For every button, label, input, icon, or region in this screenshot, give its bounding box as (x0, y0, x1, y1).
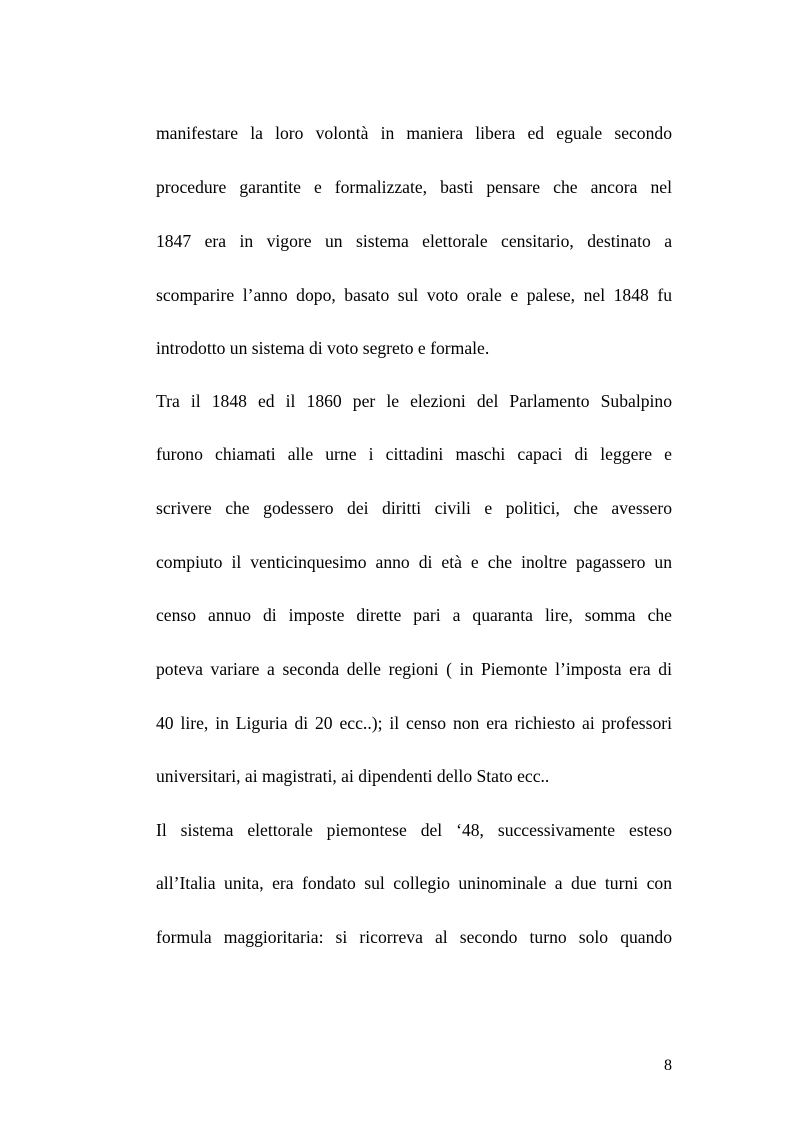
text-line: Il sistema elettorale piemontese del ‘48, successivamente esteso (156, 820, 672, 840)
text-line: all’Italia unita, era fondato sul collegio uninominale a due turni con (156, 873, 672, 893)
text-line: scrivere che godessero dei diritti civili e politici, che avessero (156, 498, 672, 518)
text-line: formula maggioritaria: si ricorreva al secondo turno solo quando (156, 927, 672, 947)
text-line: censo annuo di imposte dirette pari a quaranta lire, somma che (156, 605, 672, 625)
text-line: procedure garantite e formalizzate, basti pensare che ancora nel (156, 177, 672, 197)
text-line: furono chiamati alle urne i cittadini maschi capaci di leggere e (156, 444, 672, 464)
page-number: 8 (664, 1057, 672, 1074)
text-line: universitari, ai magistrati, ai dipendenti dello Stato ecc.. (156, 766, 550, 786)
text-line: introdotto un sistema di voto segreto e formale. (156, 338, 490, 358)
text-line: scomparire l’anno dopo, basato sul voto orale e palese, nel 1848 fu (156, 285, 672, 305)
text-line: 1847 era in vigore un sistema elettorale censitario, destinato a (156, 231, 672, 251)
text-line: Tra il 1848 ed il 1860 per le elezioni del Parlamento Subalpino (156, 391, 672, 411)
text-line: poteva variare a seconda delle regioni ( in Piemonte l’imposta era di (156, 659, 672, 679)
text-line: manifestare la loro volontà in maniera libera ed eguale secondo (156, 123, 672, 143)
text-line: 40 lire, in Liguria di 20 ecc..); il censo non era richiesto ai professori (156, 713, 672, 733)
text-line: compiuto il venticinquesimo anno di età e che inoltre pagassero un (156, 552, 672, 572)
